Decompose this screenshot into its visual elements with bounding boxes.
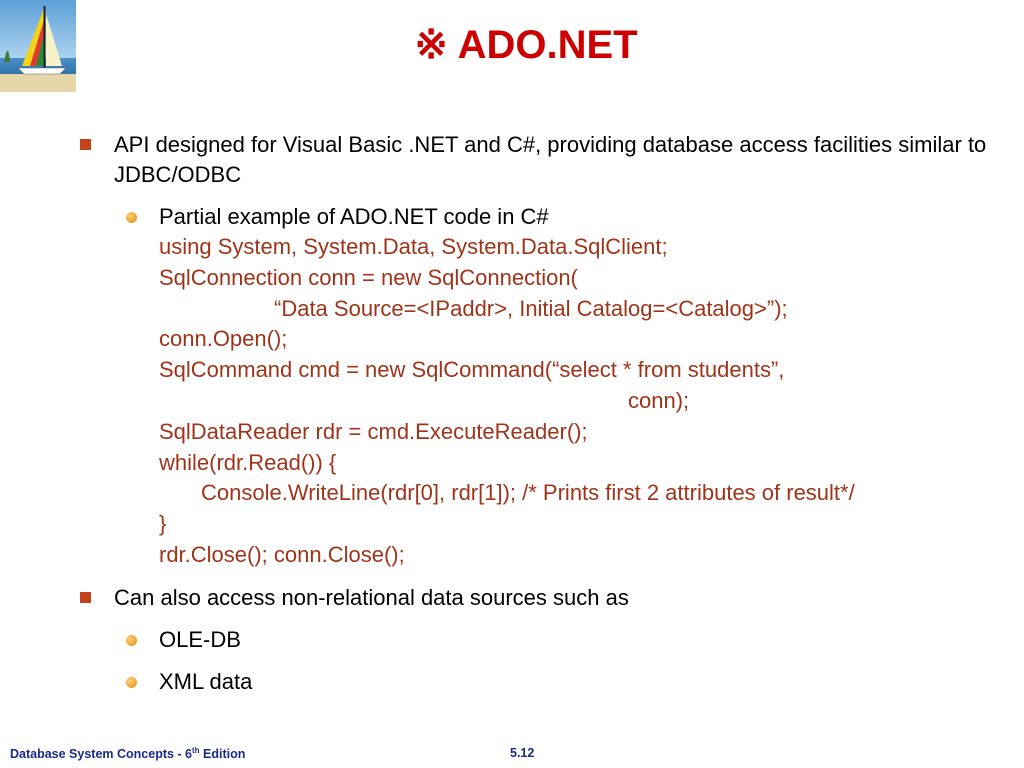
bullet-text: API designed for Visual Basic .NET and C#, providing database access facilities similar to JDBC/ODBC bbox=[114, 132, 987, 187]
code-line: conn.Open(); bbox=[159, 326, 288, 352]
sub-bullet-text: OLE-DB bbox=[159, 626, 241, 652]
footer-book-prefix: Database System Concepts - 6 bbox=[10, 747, 193, 762]
code-line: “Data Source=<IPaddr>, Initial Catalog=<Catalog>”); bbox=[274, 295, 788, 321]
footer-book-suffix: Edition bbox=[199, 747, 246, 762]
bullet-item bbox=[78, 130, 998, 190]
bullet-text: Can also access non-relational data sources such as bbox=[114, 584, 629, 610]
code-block bbox=[78, 232, 998, 571]
sub-bullet-item bbox=[78, 667, 998, 697]
code-line: rdr.Close(); conn.Close(); bbox=[159, 541, 405, 567]
code-line: SqlCommand cmd = new SqlCommand(“select * from students”, bbox=[159, 357, 785, 383]
round-bullet-icon bbox=[126, 677, 137, 688]
sub-bullet-item bbox=[78, 202, 998, 232]
footer-book-title bbox=[10, 746, 245, 761]
code-line: Console.WriteLine(rdr[0], rdr[1]); /* Prints first 2 attributes of result*/ bbox=[201, 480, 855, 506]
code-line: conn); bbox=[628, 387, 690, 413]
code-line: using System, System.Data, System.Data.SqlClient; bbox=[159, 234, 668, 259]
code-line: while(rdr.Read()) { bbox=[159, 449, 337, 475]
code-line: SqlConnection conn = new SqlConnection( bbox=[159, 264, 578, 290]
bullet-item bbox=[78, 583, 998, 613]
sub-bullet-text: XML data bbox=[159, 668, 253, 694]
round-bullet-icon bbox=[126, 635, 137, 646]
slide-content bbox=[78, 130, 998, 697]
square-bullet-icon bbox=[80, 139, 91, 150]
code-line: } bbox=[159, 511, 167, 537]
sub-bullet-text: Partial example of ADO.NET code in C# bbox=[159, 204, 549, 229]
footer-page-number: 5.12 bbox=[510, 746, 535, 760]
square-bullet-icon bbox=[80, 592, 91, 603]
sub-bullet-item bbox=[78, 625, 998, 655]
slide-title: ※ ADO.NET bbox=[414, 23, 638, 67]
code-line: SqlDataReader rdr = cmd.ExecuteReader(); bbox=[159, 418, 588, 444]
round-bullet-icon bbox=[126, 212, 137, 223]
footer-book-sup: th bbox=[192, 746, 200, 755]
